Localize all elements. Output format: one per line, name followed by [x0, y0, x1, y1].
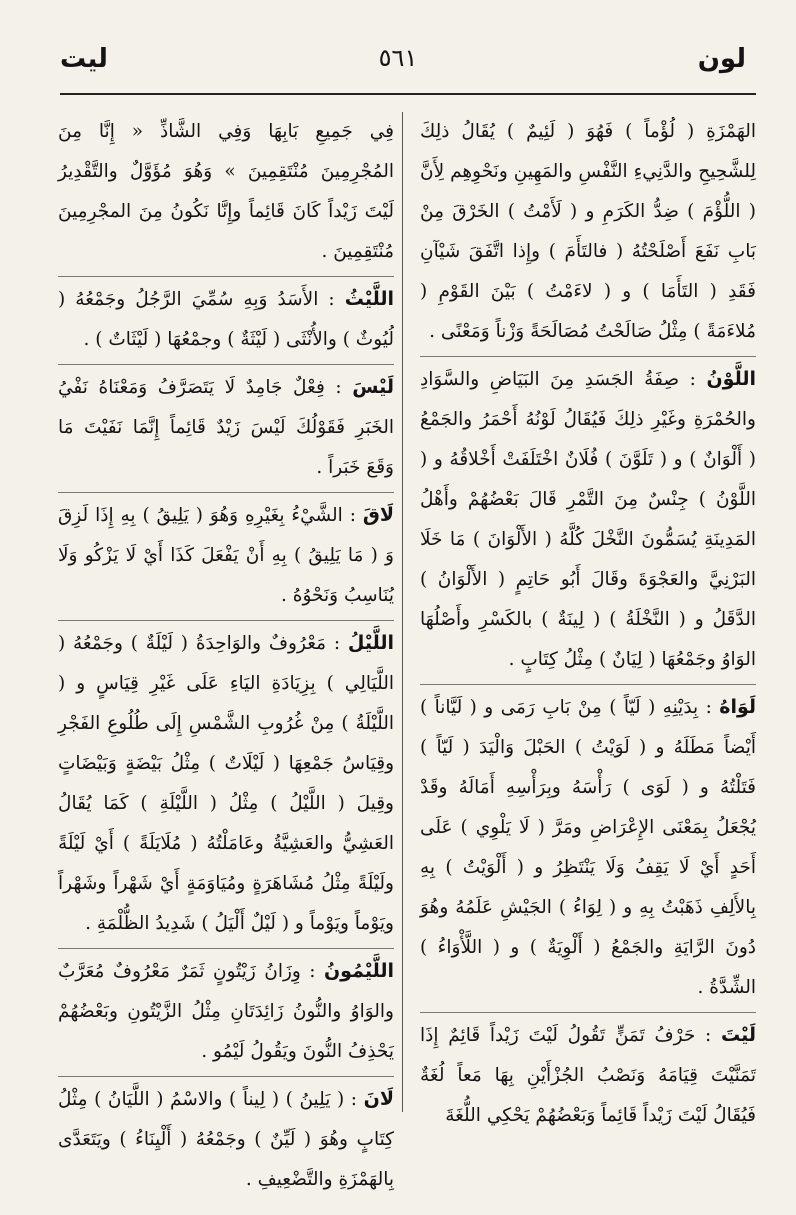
dictionary-entry [58, 276, 394, 360]
entry-text: : حَرْفُ تَمَنٍّ تَقُولُ لَيْتَ زَيْداً قَائِمٌ إِذَا تَمَنَّيْتَ قِيَامَهُ وَنَصْبُ الجُزْأَيْنِ بِهَا مَعاً لُغَةٌ فَيُقَالُ لَيْتَ زَيْداً قَائِماً وَبَعْضُهُمْ يَحْكِي اللُّغَةَ [420, 1025, 756, 1126]
header-rule [60, 93, 756, 95]
entry-text: : مَعْرُوفٌ والوَاحِدَةُ ( لَيْلَةٌ ) وجَمْعُهُ ( اللَّيَالِي ) بِزِيَادَةِ اليَاءِ عَلَى غَيْرِ قِيَاسٍ و ( اللَّيْلَةُ ) مِنْ غُرُوبِ الشَّمْسِ إِلَى طُلُوعِ الفَجْرِ وقِيَاسُ جَمْعِهَا ( لَيْلَاتٌ ) مِثْلُ بَيْضَةٍ وَبَيْضَاتٍ وقِيلَ ( اللَّيْلُ ) مِثْلُ ( اللَّيْلَةِ ) كَمَا يُقَالُ العَشِيُّ والعَشِيَّةُ وعَامَلْتُهُ ( مُلَايَلَةً ) أَيْ لَيْلَةً ولَيْلَةً مِثْلُ مُشَاهَرَةٍ ومُيَاوَمَةٍ أَيْ شَهْراً وشَهْراً ويَوْماً ويَوْماً و ( لَيْلٌ أَلْيَلُ ) شَدِيدُ الظُّلْمَةِ . [58, 633, 394, 934]
entry-text: فِي جَمِيعِ بَابِهَا وَفِي الشَّاذِّ « إِنَّا مِنَ المُجْرِمِينَ مُنْتَقِمِينَ » وَهُوَ مُؤَوَّلٌ والتَّقْدِيرُ لَيْتَ زَيْداً كَانَ قَائِماً وإِنَّا نَكُونُ مِنَ المجْرِمِينَ مُنْتَقِمِينَ . [58, 121, 394, 262]
column-divider [402, 112, 403, 1112]
entry-text: : الأَسَدُ وَبِهِ سُمِّيَ الرَّجُلُ وجَمْعُهُ ( لُيُوثٌ ) والأُنْثَى ( لَيْثَةٌ ) وجمْعُهَا ( لَيْثَاتٌ ) . [58, 289, 394, 350]
dictionary-entry [58, 364, 394, 488]
entry-headword: لَاقَ [362, 504, 394, 526]
entry-text: الهَمْزَةِ ( لُؤْماً ) فَهُوَ ( لَئِيمٌ ) يُقَالُ ذلِكَ لِلشَّحِيحِ والدَّنِيءِ النَّفْسِ والمَهِينِ ونَحْوِهِم لِأَنَّ ( اللُّؤْمَ ) ضِدُّ الكَرَمِ و ( لَأَمْتُ ) الخَرْقَ مِنْ بَابِ نَفَعَ أَصْلَحْتُهُ ( فالتَأَمَ ) وإِذا اتَّفَقَ شَيْآنِ فَقَدِ ( التَأَمَا ) و ( لاءَمْتُ ) بَيْنَ القَوْمِ ( مُلاءَمَةً ) مِثْلُ صَالَحْتُ مُصَالَحَةً وَزْناً وَمَعْنًى . [420, 121, 756, 342]
entry-text: : بِدَيْنِهِ ( لَيّاً ) مِنْ بَابِ رَمَى و ( لَيَّاناً ) أَيْضاً مَطَلَهُ و ( لَوَيْتُ ) الحَبْلَ وَالْيَدَ ( لَيّاً ) فَتَلْتُهُ و ( لَوَى ) رَأْسَهُ وبِرَأْسِهِ أَمَالَهُ وقَدْ يُجْعَلُ بِمَعْنَى الإِعْرَاضِ ومَرَّ ( لَا يَلْوِي ) عَلَى أَحَدٍ أَيْ لَا يَقِفُ وَلَا يَنْتَظِرُ و ( أَلْوَيْتُ ) بِهِ بِالأَلِفِ ذَهَبْتُ بِهِ و ( لِوَاءُ ) الجَيْشِ عَلَمُهُ وهُوَ دُونَ الرَّايَةِ والجَمْعُ ( أَلْوِيَةٌ ) و ( اللَّأْوَاءُ ) الشِّدَّةُ . [420, 697, 756, 998]
left-column [58, 112, 394, 1190]
dictionary-entry [58, 492, 394, 616]
dictionary-entry [420, 684, 756, 1008]
guide-word-left: ليت [60, 44, 108, 74]
page-number: ٥٦١ [378, 44, 418, 72]
entry-text: : الشَّيْءُ بِغَيْرِهِ وَهُوَ ( يَلِيقُ ) بِهِ إِذَا لَزِقَ وَ ( مَا يَلِيقُ ) بِهِ أَنْ يَفْعَلَ كَذَا أَيْ لَا يَزْكُو وَلَا يُنَاسِبُ وَنَحْوُهُ . [58, 505, 394, 606]
entry-headword: لَيْتَ [720, 1024, 756, 1046]
right-column [420, 112, 756, 1172]
dictionary-entry [420, 356, 756, 680]
dictionary-entry [420, 1012, 756, 1136]
entry-headword: لَيْسَ [352, 376, 394, 398]
entry-headword: اللَّيْمُونُ [323, 960, 394, 982]
dictionary-entry [58, 1076, 394, 1200]
dictionary-entry [58, 112, 394, 272]
dictionary-entry [420, 112, 756, 352]
entry-headword: اللَّيْثُ [344, 288, 394, 310]
dictionary-entry [58, 948, 394, 1072]
entry-headword: اللَّيْلُ [347, 632, 394, 654]
entry-text: : وِزَانُ زَيْتُونٍ ثَمَرٌ مَعْرُوفٌ مُعَرَّبٌ والوَاوُ والنُّونُ زَائِدَتَانِ مِثْلُ الزَّيْتُونِ وبَعْضُهُمْ يَحْذِفُ النُّونَ ويَقُولُ لَيْمُو . [58, 961, 394, 1062]
dictionary-entry [58, 620, 394, 944]
entry-text: : صِفَةُ الجَسَدِ مِنَ البَيَاضِ والسَّوَادِ والحُمْرَةِ وغَيْرِ ذلِكَ فَيُقَالُ لَوْنُهُ أَحْمَرُ والجَمْعُ ( أَلْوَانٌ ) و ( تَلَوَّنَ ) فُلَانٌ اخْتَلَفَتْ أَخْلاقُهُ و ( اللَّوْنُ ) جِنْسٌ مِنَ التَّمْرِ قَالَ بَعْضُهُمْ وأَهْلُ المَدِينَةِ يُسَمُّونَ النَّخْلَ كُلَّهُ ( الأَلْوَانَ ) مَا خَلَا البَرْنِيَّ والعَجْوَةَ وقَالَ أَبُو حَاتِمٍ ( الأَلْوَانُ ) الدَّقَلُ و ( النَّخْلَةُ ) ( لِينَةٌ ) بالكَسْرِ وأَصْلُهَا الوَاوُ وجَمْعُهَا ( لِيَانٌ ) مِثْلُ كِتَابٍ . [420, 369, 756, 670]
entry-headword: لَانَ [363, 1088, 394, 1110]
entry-text: : ( يَلِينُ ) ( لِيناً ) والاسْمُ ( اللَّيَانُ ) مِثْلُ كِتَابٍ وهُوَ ( لَيِّنٌ ) وجَمْعُهُ ( أَلْيِنَاءُ ) ويَتَعَدَّى بِالهَمْزَةِ والتَّضْعِيفِ . [58, 1089, 394, 1190]
entry-headword: لَوَاهُ [719, 696, 757, 718]
entry-headword: اللَّوْنُ [706, 368, 757, 390]
guide-word-right: لون [697, 44, 746, 74]
page-header [40, 40, 756, 90]
entry-text: : فِعْلٌ جَامِدٌ لَا يَتَصَرَّفُ وَمَعْنَاهُ نَفْيُ الخَبَرِ فَقَوْلُكَ لَيْسَ زَيْدٌ قَائِماً إِنَّمَا نَفَيْتَ مَا وَقَعَ خَبَراً . [58, 377, 394, 478]
